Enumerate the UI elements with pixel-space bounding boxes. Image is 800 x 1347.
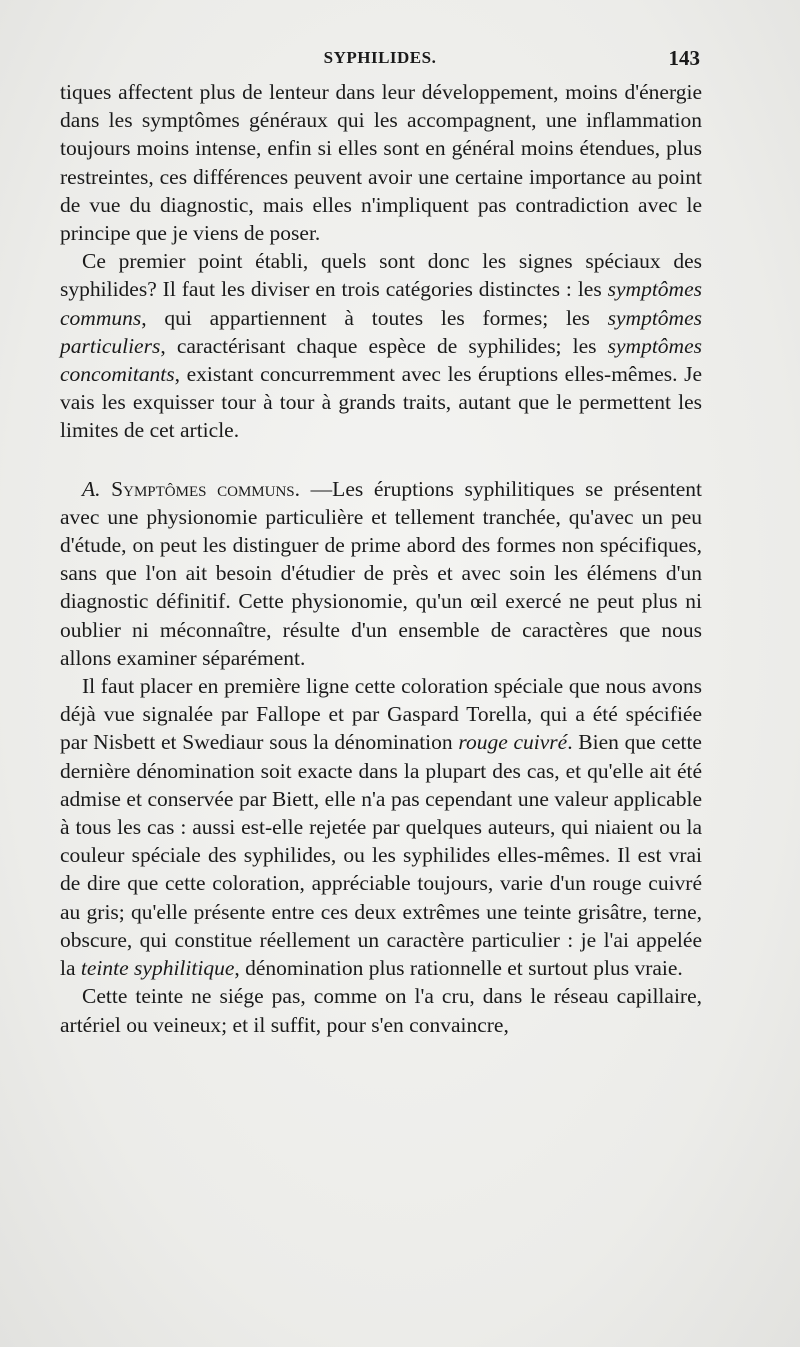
italic-term-particular-symptoms: symptômes particuliers <box>60 305 702 358</box>
italic-term-rouge-cuivre: rouge cuivré <box>458 730 568 755</box>
italic-term-teinte-syphilitique: teinte syphilitique <box>80 956 235 981</box>
text-run: Il faut placer en première ligne cette coloration spéciale que nous avons déjà vue signalée par Fallope et par Gaspard Torella, qui a été spécifiée par Nisbett et Swediaur sous la dénomination <box>60 674 702 755</box>
text-run: —Les éruptions syphilitiques se présentent avec une physionomie particulière et tellement tranchée, qu'avec un peu d'étude, on peut les distinguer de prime abord des formes non spécifiques, sans que l'on ait besoin d'étudier de près et avec soin les élémens d'un diagnostic définitif. Cette physionomie, qu'un œil exercé ne peut plus ni oublier ni méconnaître, résulte d'un ensemble de caractères que nous allons examiner séparément. <box>60 476 703 670</box>
page-body <box>60 78 702 1039</box>
paragraph-continuation: tiques affectent plus de lenteur dans leur développement, moins d'énergie dans les symptômes généraux qui les accompagnent, une inflammation toujours moins intense, enfin si elles sont en général moins étendues, plus restreintes, ces différences peuvent avoir une certaine importance au point de vue du diagnostic, mais elles n'impliquent pas contradiction avec le principe que je viens de poser. <box>60 80 702 246</box>
section-heading: Symptômes communs. <box>111 476 301 501</box>
page-header <box>60 46 700 76</box>
page-number: 143 <box>668 46 700 70</box>
text-run: . Bien que cette dernière dénomination soit exacte dans la plupart des cas, et qu'elle ait été admise et conservée par Biett, elle n'a pas cependant une valeur applicable à tous les cas : aussi est-elle rejetée par quelques auteurs, qui niaient ou la couleur spéciale des syphilides, ou les syphilides elles-mêmes. Il est vrai de dire que cette coloration, appréciable toujours, varie d'un rouge cuivré au gris; qu'elle présente entre ces deux extrêmes une teinte grisâtre, terne, obscure, qui constitue réellement un caractère particulier : je l'ai appelée la <box>60 730 702 981</box>
paragraph-section-a <box>60 475 702 672</box>
paragraph-coloration <box>60 672 702 982</box>
text-run: , dénomination plus rationnelle et surtout plus vraie. <box>234 956 683 981</box>
italic-term-common-symptoms: symptômes communs <box>60 277 702 330</box>
text-run: , caractérisant chaque espèce de syphilides; les <box>160 333 608 358</box>
text-run: , qui appartiennent à toutes les formes; les <box>141 305 608 330</box>
text-run: , existant concurremment avec les éruptions elles-mêmes. Je vais les exquisser tour à tour à grands traits, autant que le permettent les limites de cet article. <box>60 362 702 443</box>
paragraph-teinte: Cette teinte ne siége pas, comme on l'a cru, dans le réseau capillaire, artériel ou veineux; et il suffit, pour s'en convaincre, <box>60 984 702 1037</box>
running-title: SYPHILIDES. <box>323 48 437 67</box>
paragraph-signs-categories <box>60 247 702 444</box>
italic-term-concomitant-symptoms: symptômes concomitants <box>60 333 702 387</box>
text-run: Ce premier point établi, quels sont donc les signes spéciaux des syphilides? Il faut les diviser en trois catégories distinctes : les <box>60 249 702 302</box>
section-letter: A. <box>82 476 101 501</box>
